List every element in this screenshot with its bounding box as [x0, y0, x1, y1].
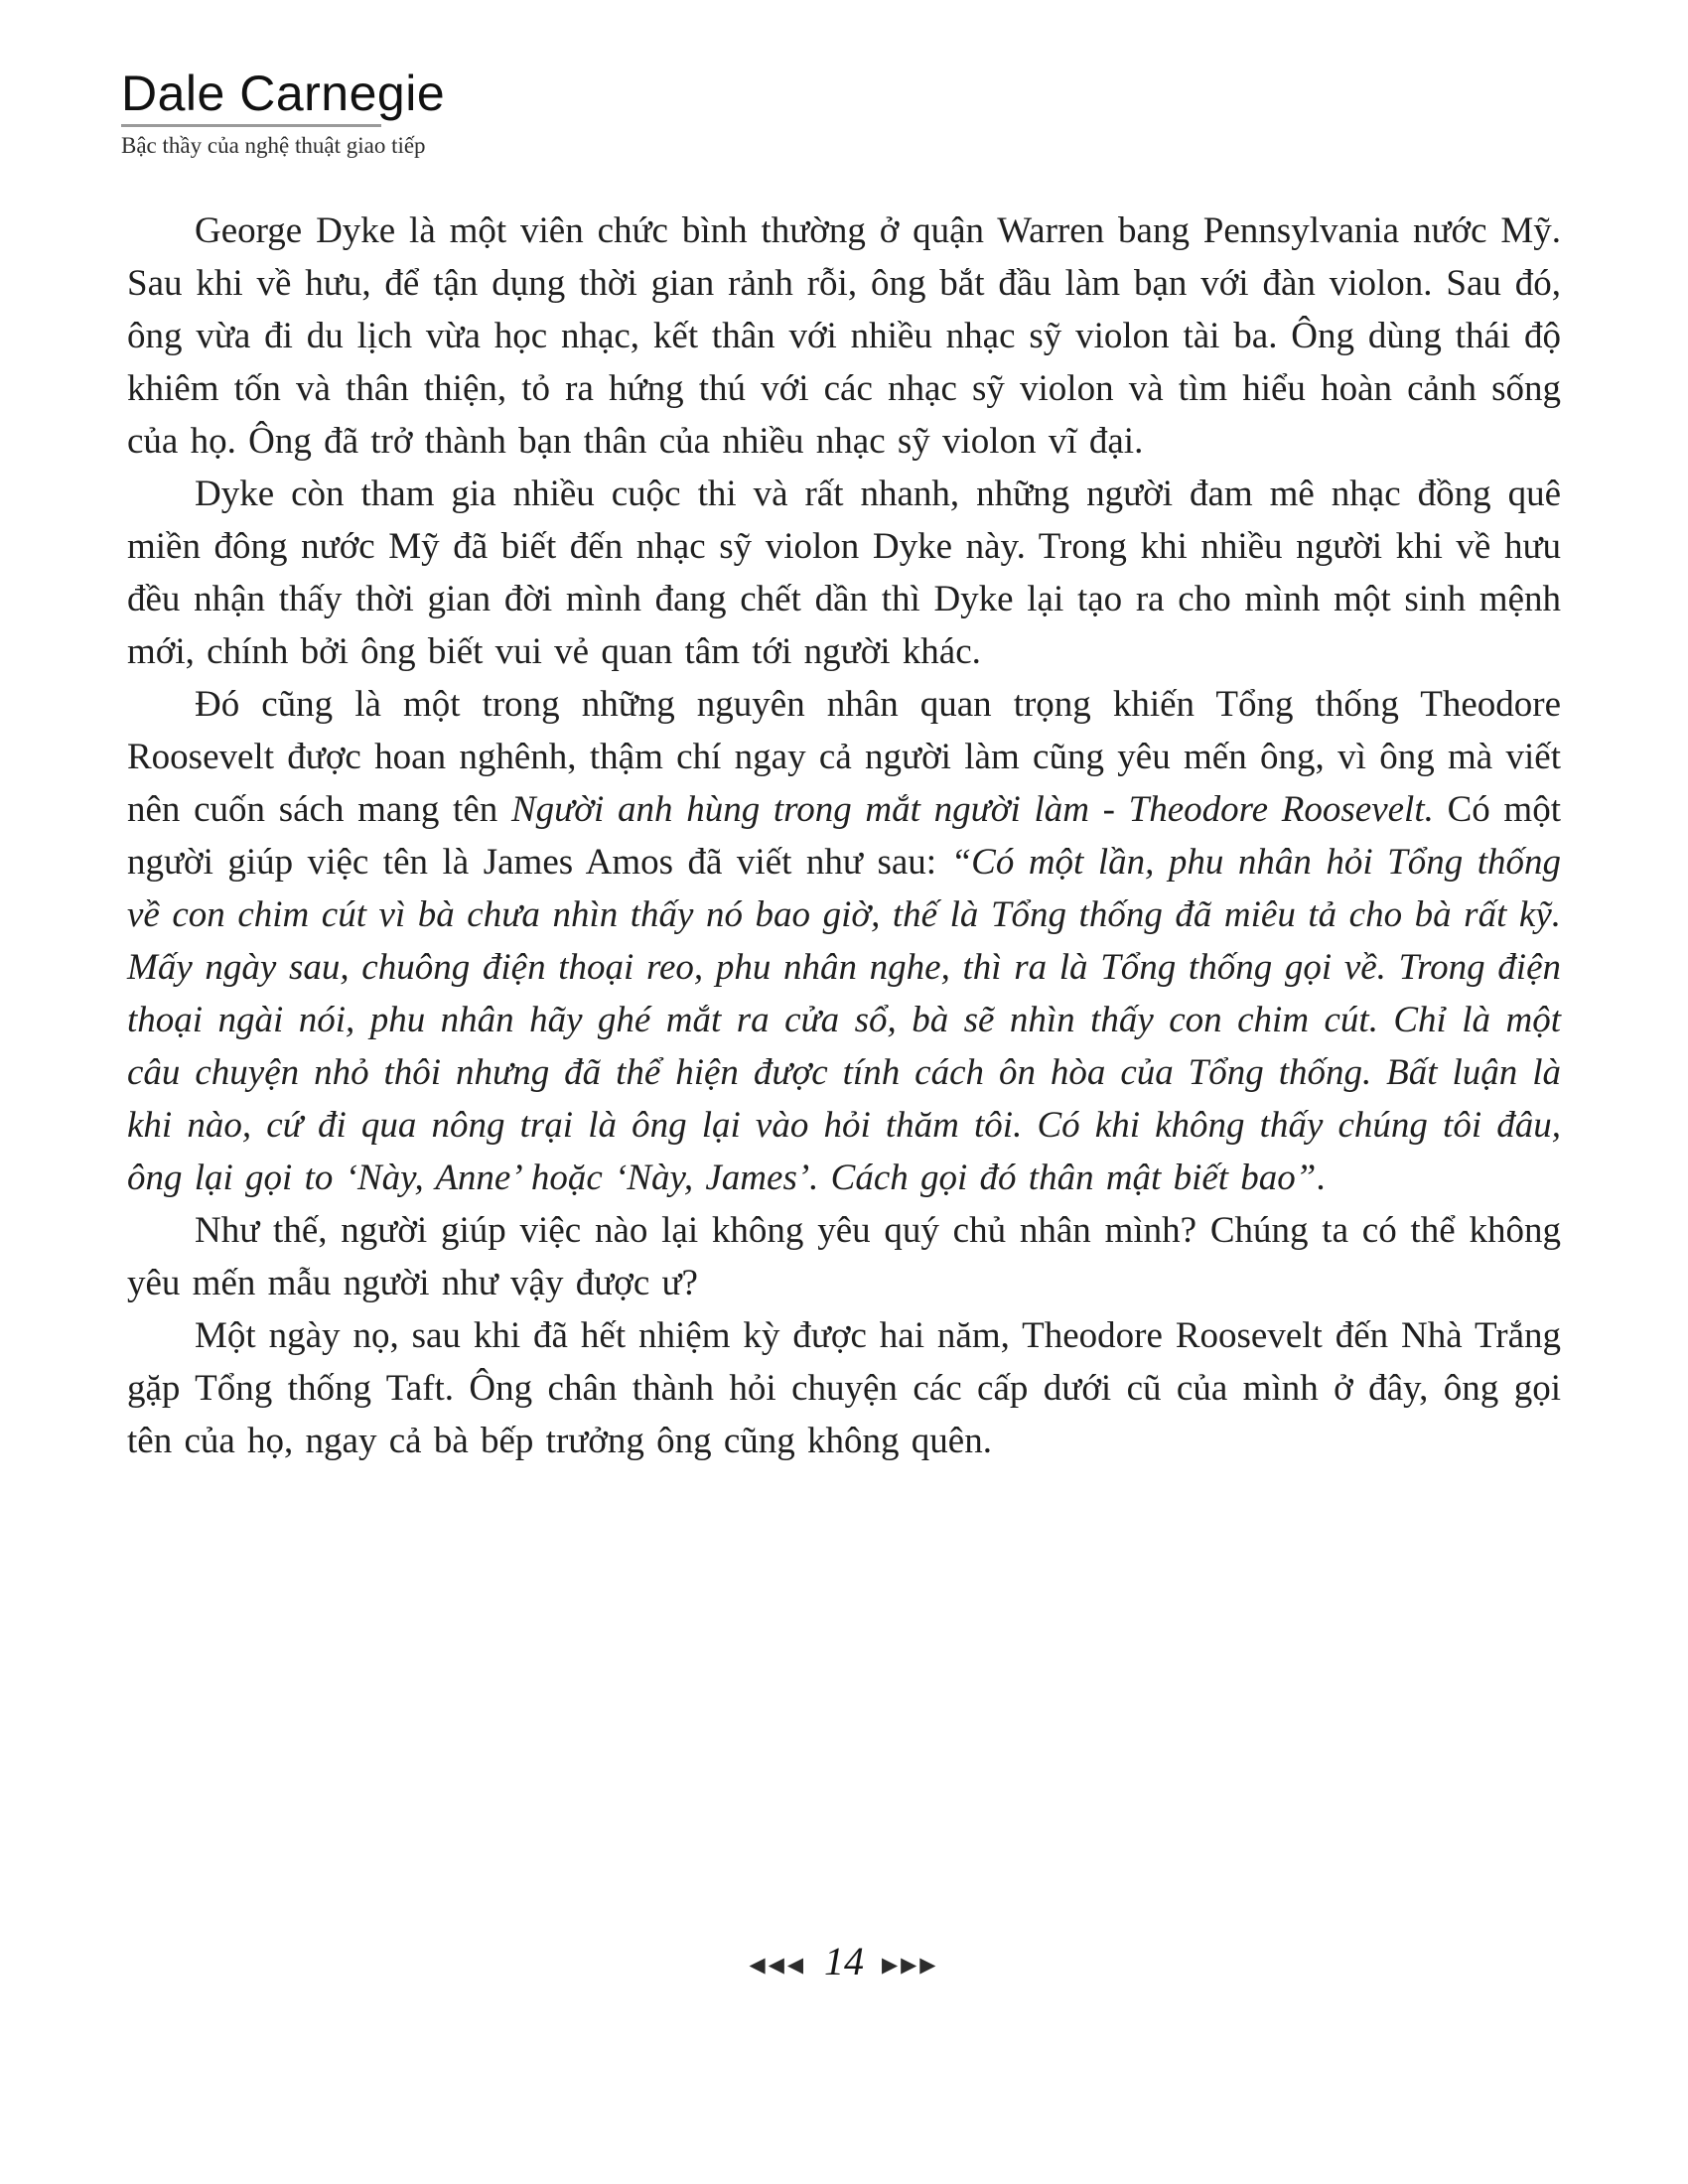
paragraph: [127, 1309, 1561, 1467]
body-text: [127, 205, 1561, 1467]
author-tagline: Bậc thầy của nghệ thuật giao tiếp: [121, 132, 426, 158]
prev-page-arrows-icon: ◀◀◀: [749, 1952, 806, 1977]
paragraph: [127, 468, 1561, 678]
paragraph-run: Một ngày nọ, sau khi đã hết nhiệm kỳ được hai năm, Theodore Roosevelt đến Nhà Trắng gặp Tổng thống Taft. Ông chân thành hỏi chuyện các cấp dưới cũ của mình ở đây, ông gọi tên của họ, ngay cả bà bếp trưởng ông cũng không quên.: [127, 1315, 1561, 1461]
paragraph-run: George Dyke là một viên chức bình thường ở quận Warren bang Pennsylvania nước Mỹ. Sau khi về hưu, để tận dụng thời gian rảnh rỗi, ông bắt đầu làm bạn với đàn violon. Sau đó, ông vừa đi du lịch vừa học nhạc, kết thân với nhiều nhạc sỹ violon tài ba. Ông dùng thái độ khiêm tốn và thân thiện, tỏ ra hứng thú với các nhạc sỹ violon và tìm hiểu hoàn cảnh sống của họ. Ông đã trở thành bạn thân của nhiều nhạc sỹ violon vĩ đại.: [127, 210, 1561, 462]
paragraph: [127, 205, 1561, 468]
author-name: Dale Carnegie: [121, 66, 446, 121]
paragraph-run: Đó cũng là một trong những nguyên nhân quan trọng khiến Tổng thống Theodore Roosevelt được hoan nghênh, thậm chí ngay cả người làm cũng yêu mến ông, vì ông mà viết nên cuốn sách mang tên: [127, 684, 1561, 830]
page-header: [121, 68, 445, 159]
paragraph-run: .: [1316, 1158, 1326, 1198]
paragraph: [127, 1204, 1561, 1309]
paragraph-run-italic: “Có một lần, phu nhân hỏi Tổng thống về con chim cút vì bà chưa nhìn thấy nó bao giờ, thế là Tổng thống đã miêu tả cho bà rất kỹ. Mấy ngày sau, chuông điện thoại reo, phu nhân nghe, thì ra là Tổng thống gọi về. Trong điện thoại ngài nói, phu nhân hãy ghé mắt ra cửa sổ, bà sẽ nhìn thấy con chim cút. Chỉ là một câu chuyện nhỏ thôi nhưng đã thể hiện được tính cách ôn hòa của Tổng thống. Bất luận là khi nào, cứ đi qua nông trại là ông lại vào hỏi thăm tôi. Có khi không thấy chúng tôi đâu, ông lại gọi to ‘Này, Anne’ hoặc ‘Này, James’. Cách gọi đó thân mật biết bao”: [127, 842, 1561, 1198]
paragraph-run: Như thế, người giúp việc nào lại không yêu quý chủ nhân mình? Chúng ta có thể không yêu mến mẫu người như vậy được ư?: [127, 1210, 1561, 1303]
page-number: 14: [824, 1939, 864, 1983]
page-footer: [0, 1939, 1688, 1983]
paragraph-run: Dyke còn tham gia nhiều cuộc thi và rất nhanh, những người đam mê nhạc đồng quê miền đông nước Mỹ đã biết đến nhạc sỹ violon Dyke này. Trong khi nhiều người khi về hưu đều nhận thấy thời gian đời mình đang chết dần thì Dyke lại tạo ra cho mình một sinh mệnh mới, chính bởi ông biết vui vẻ quan tâm tới người khác.: [127, 474, 1561, 672]
paragraph: [127, 678, 1561, 1204]
paragraph-run-italic: Người anh hùng trong mắt người làm - Theodore Roosevelt.: [510, 789, 1434, 830]
header-divider: [121, 124, 381, 127]
paragraph-run: Có một người giúp việc tên là James Amos đã viết như sau:: [127, 789, 1561, 883]
next-page-arrows-icon: ▶▶▶: [882, 1952, 939, 1977]
